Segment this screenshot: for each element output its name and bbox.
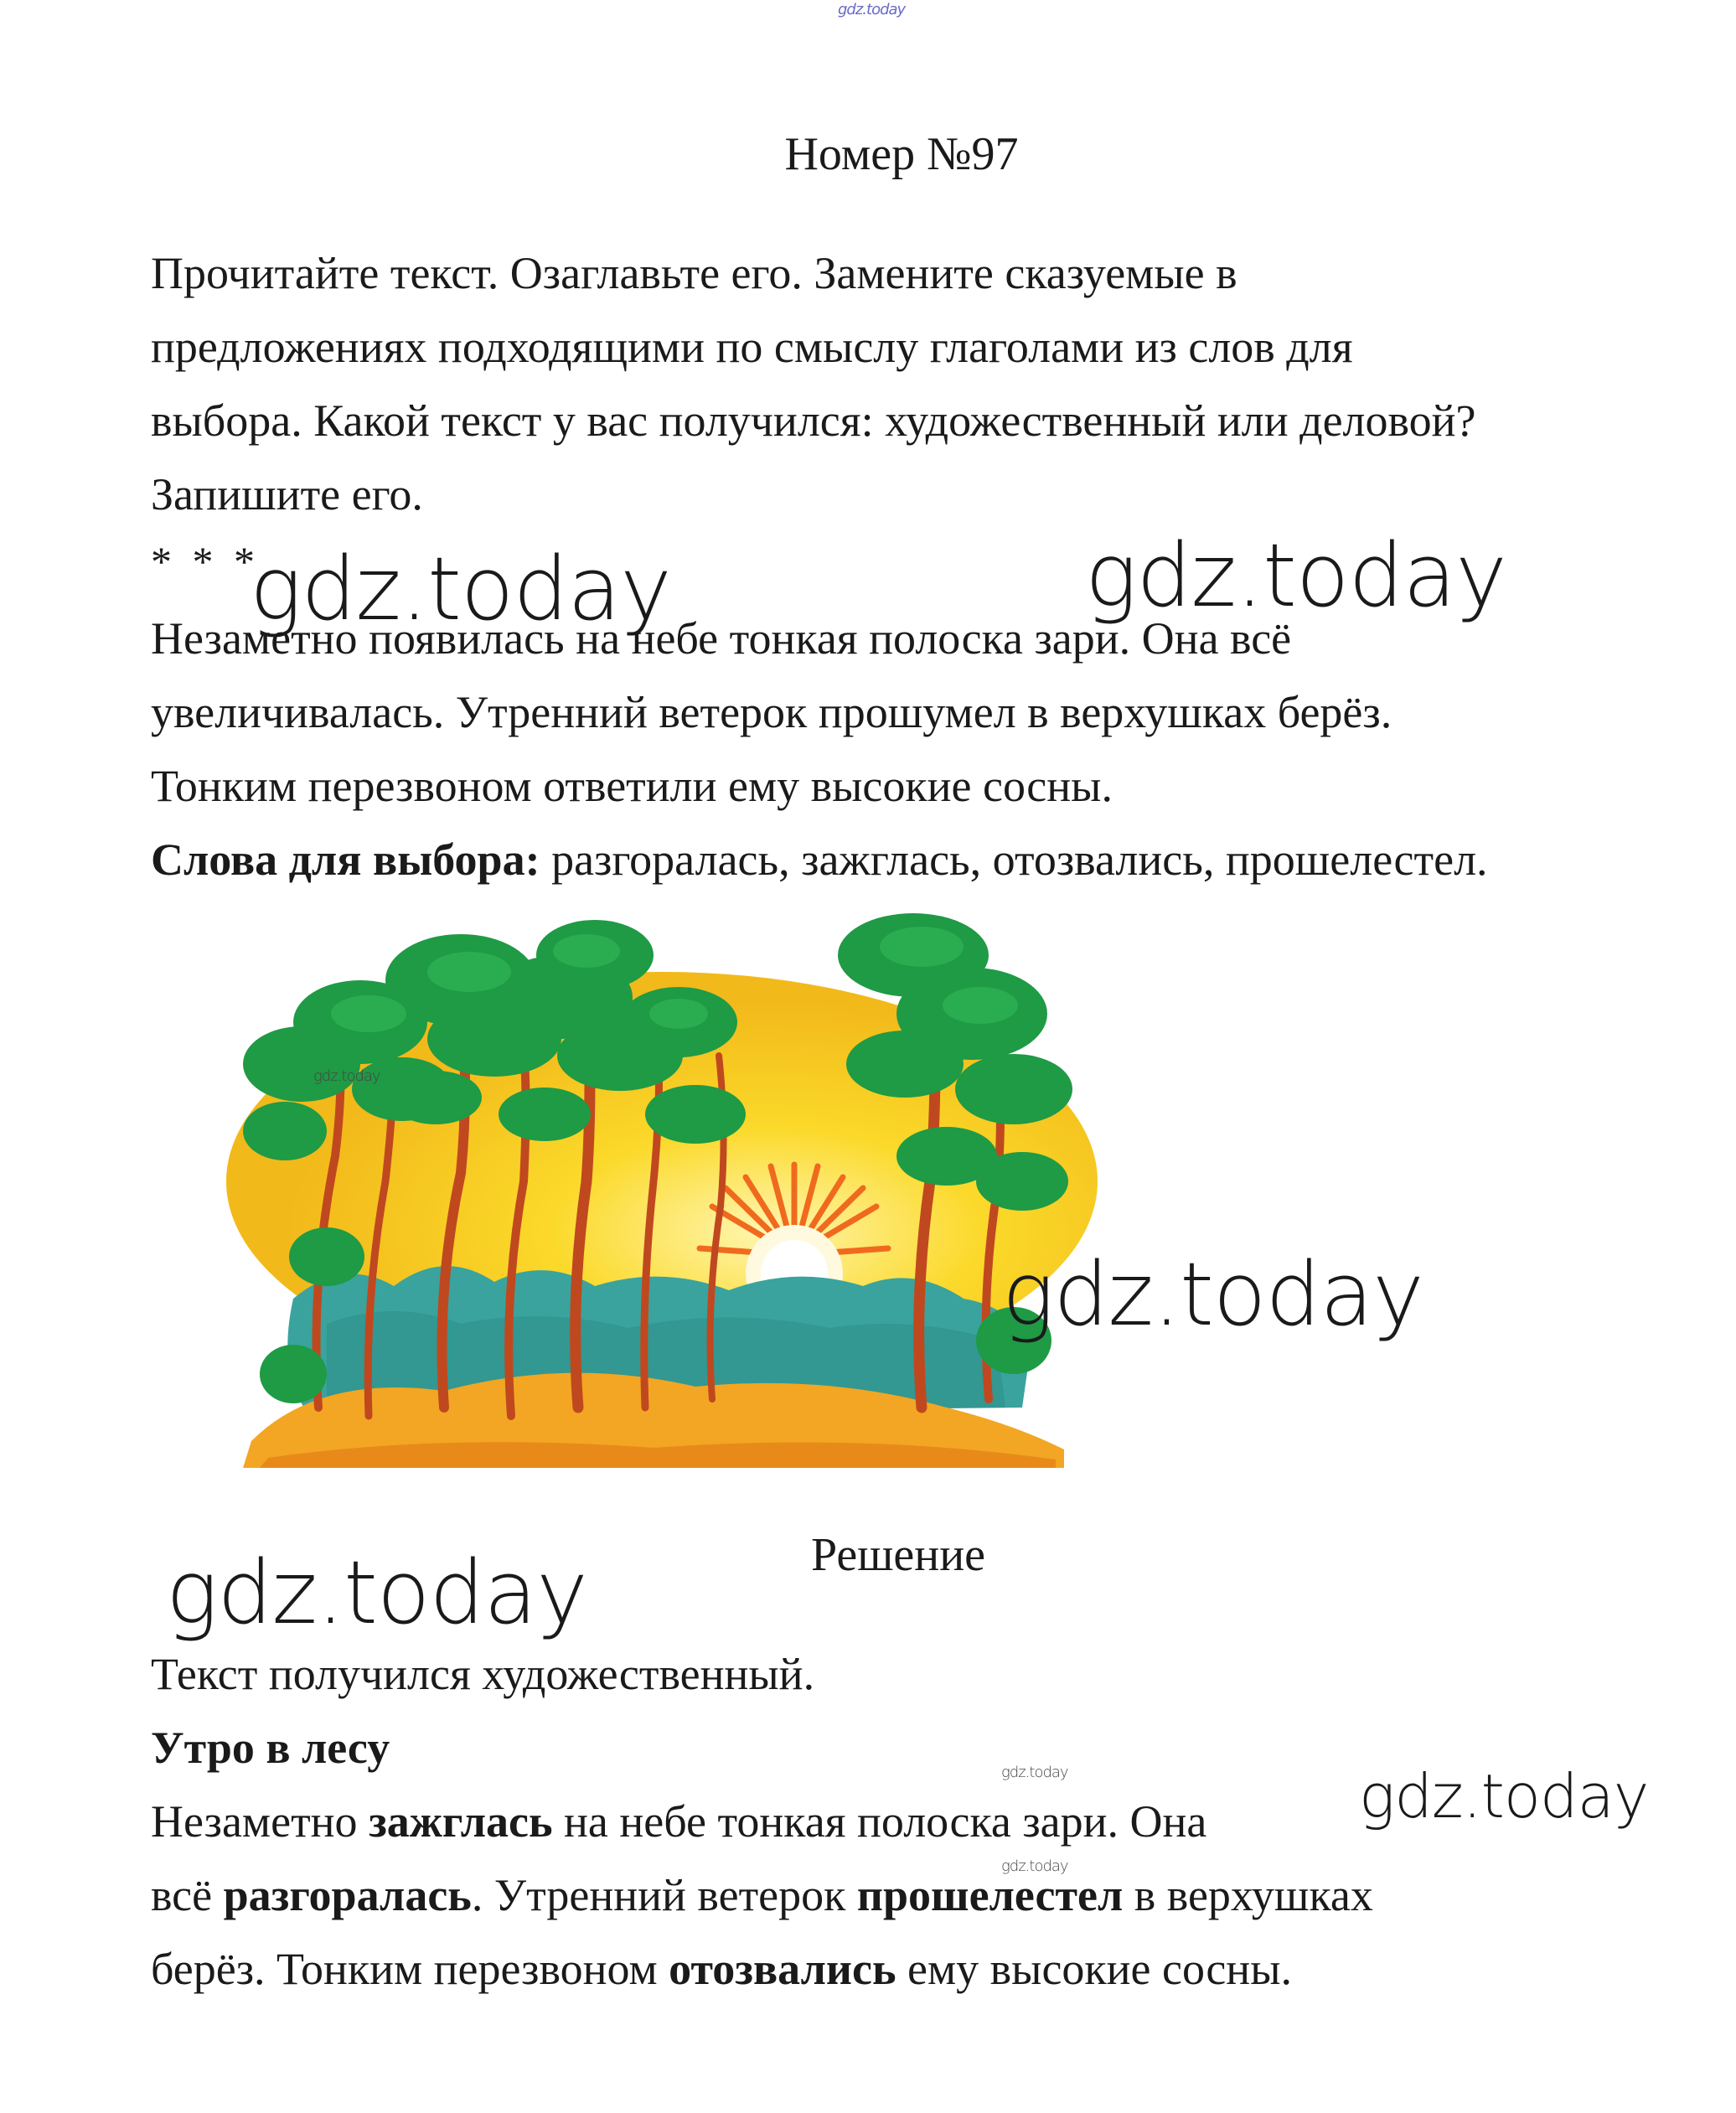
verb-zazhglas: зажглась [369, 1796, 553, 1847]
words-label: Слова для выбора: [151, 834, 540, 885]
verb-proshelestel: прошелестел [856, 1870, 1124, 1920]
page-title: Номер №97 [784, 128, 1019, 180]
watermark-large-1: gdz.today [250, 538, 671, 640]
task-line-3: выбора. Какой текст у вас получился: художественный или деловой? [151, 395, 1476, 446]
watermark-large-2: gdz.today [1085, 524, 1506, 627]
text-line-2: увеличивалась. Утренний ветерок прошумел в верхушках берёз. [151, 687, 1392, 737]
watermark-small-1: gdz.today [313, 1067, 380, 1085]
verb-otozvalis: отозвались [669, 1944, 896, 1994]
text-line-3: Тонким перезвоном ответили ему высокие сосны. [151, 761, 1113, 811]
top-watermark: gdz.today [838, 1, 906, 18]
words-list: разгоралась, зажглась, отозвались, прошелестел. [540, 834, 1488, 885]
solution-line-2: всё разгоралась. Утренний ветерок прошелестел в верхушках [151, 1870, 1373, 1920]
task-line-2: предложениях подходящими по смыслу глаголами из слов для [151, 322, 1353, 372]
pine-forest-sunrise-illustration [193, 905, 1123, 1475]
section-stars: * * * [151, 538, 260, 585]
task-line-4: Запишите его. [151, 469, 423, 519]
text-line-1: Незаметно появилась на небе тонкая полоска зари. Она всё [151, 613, 1292, 664]
task-line-1: Прочитайте текст. Озаглавьте его. Замените сказуемые в [151, 248, 1237, 298]
solution-result: Текст получился художественный. [151, 1649, 815, 1699]
watermark-small-2: gdz.today [1001, 1764, 1068, 1781]
words-for-choice [151, 823, 1488, 896]
solution-heading: Утро в лесу [151, 1723, 390, 1773]
watermark-large-3: gdz.today [1002, 1243, 1423, 1346]
verb-razgoralas: разгоралась [223, 1870, 472, 1920]
solution-line-1: Незаметно зажглась на небе тонкая полоска зари. Она [151, 1796, 1207, 1847]
watermark-mid: gdz.today [1359, 1761, 1649, 1831]
solution-line-3: берёз. Тонким перезвоном отозвались ему высокие сосны. [151, 1944, 1292, 1994]
solution-title: Решение [810, 1529, 986, 1581]
watermark-large-4: gdz.today [166, 1542, 587, 1644]
watermark-small-3: gdz.today [1001, 1857, 1068, 1875]
